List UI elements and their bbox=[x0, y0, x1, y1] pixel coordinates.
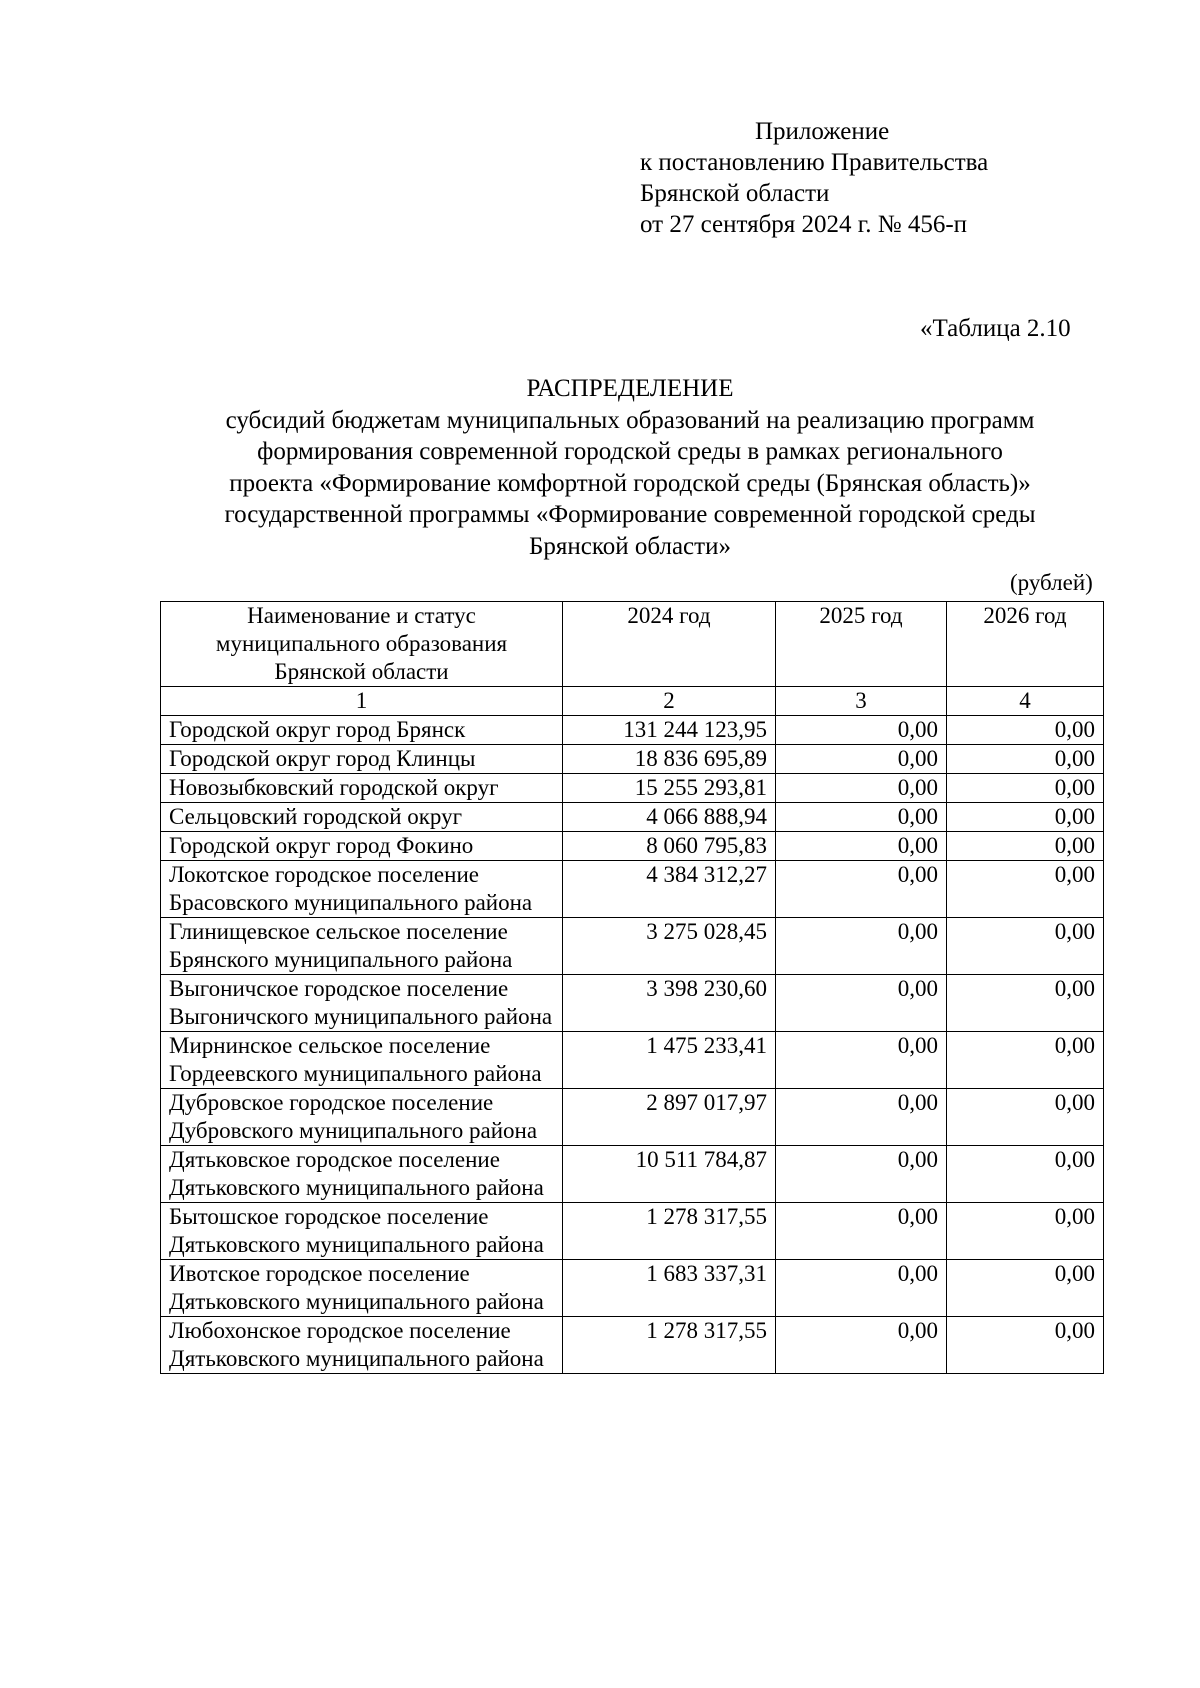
amount-2025: 0,00 bbox=[776, 1203, 947, 1260]
amount-2026: 0,00 bbox=[947, 1032, 1104, 1089]
amount-2024: 1 278 317,55 bbox=[563, 1203, 776, 1260]
header-municipality: Наименование и статус муниципального образования Брянской области bbox=[161, 602, 563, 687]
municipality-name: Городской округ город Фокино bbox=[161, 832, 563, 861]
table-row bbox=[161, 1032, 1104, 1089]
title-heading: РАСПРЕДЕЛЕНИЕ bbox=[526, 375, 734, 402]
annex-line-date-number: от 27 сентября 2024 г. № 456-п bbox=[640, 211, 968, 238]
column-number-row bbox=[161, 687, 1104, 716]
document-title bbox=[100, 373, 1160, 562]
amount-2024: 18 836 695,89 bbox=[563, 745, 776, 774]
amount-2025: 0,00 bbox=[776, 1032, 947, 1089]
amount-2025: 0,00 bbox=[776, 1260, 947, 1317]
table-row bbox=[161, 1260, 1104, 1317]
table-row bbox=[161, 975, 1104, 1032]
amount-2026: 0,00 bbox=[947, 832, 1104, 861]
table-row bbox=[161, 716, 1104, 745]
amount-2025: 0,00 bbox=[776, 861, 947, 918]
municipality-name: Ивотское городское поселение Дятьковского муниципального района bbox=[161, 1260, 563, 1317]
units-note: (рублей) bbox=[1010, 570, 1093, 595]
annex-line-resolution: к постановлению Правительства bbox=[640, 149, 989, 176]
amount-2024: 10 511 784,87 bbox=[563, 1146, 776, 1203]
title-line-3: проекта «Формирование комфортной городской среды (Брянская область)» bbox=[229, 469, 1031, 497]
amount-2026: 0,00 bbox=[947, 1203, 1104, 1260]
table-header-row bbox=[161, 602, 1104, 687]
amount-2025: 0,00 bbox=[776, 803, 947, 832]
title-line-4: государственной программы «Формирование современной городской среды bbox=[224, 501, 1036, 528]
amount-2024: 1 475 233,41 bbox=[563, 1032, 776, 1089]
amount-2025: 0,00 bbox=[776, 1317, 947, 1374]
column-number: 2 bbox=[563, 687, 776, 716]
municipality-name: Любохонское городское поселение Дятьковского муниципального района bbox=[161, 1317, 563, 1374]
amount-2024: 131 244 123,95 bbox=[563, 716, 776, 745]
amount-2024: 4 384 312,27 bbox=[563, 861, 776, 918]
amount-2025: 0,00 bbox=[776, 745, 947, 774]
table-row bbox=[161, 745, 1104, 774]
header-2025: 2025 год bbox=[776, 602, 947, 687]
annex-line-region: Брянской области bbox=[640, 180, 830, 207]
amount-2024: 1 683 337,31 bbox=[563, 1260, 776, 1317]
amount-2025: 0,00 bbox=[776, 1146, 947, 1203]
header-2024: 2024 год bbox=[563, 602, 776, 687]
table-row bbox=[161, 1089, 1104, 1146]
municipality-name: Городской округ город Клинцы bbox=[161, 745, 563, 774]
municipality-name: Локотское городское поселение Брасовского муниципального района bbox=[161, 861, 563, 918]
amount-2024: 4 066 888,94 bbox=[563, 803, 776, 832]
table-row bbox=[161, 774, 1104, 803]
amount-2026: 0,00 bbox=[947, 1260, 1104, 1317]
amount-2025: 0,00 bbox=[776, 1089, 947, 1146]
amount-2025: 0,00 bbox=[776, 832, 947, 861]
amount-2024: 3 275 028,45 bbox=[563, 918, 776, 975]
amount-2025: 0,00 bbox=[776, 774, 947, 803]
table-body bbox=[161, 716, 1104, 1374]
column-number: 4 bbox=[947, 687, 1104, 716]
amount-2024: 1 278 317,55 bbox=[563, 1317, 776, 1374]
amount-2026: 0,00 bbox=[947, 774, 1104, 803]
annex-line-appendix: Приложение bbox=[755, 118, 890, 145]
table-row bbox=[161, 1317, 1104, 1374]
column-number: 3 bbox=[776, 687, 947, 716]
amount-2025: 0,00 bbox=[776, 918, 947, 975]
amount-2024: 2 897 017,97 bbox=[563, 1089, 776, 1146]
amount-2024: 8 060 795,83 bbox=[563, 832, 776, 861]
table-row bbox=[161, 1146, 1104, 1203]
title-line-2: формирования современной городской среды в рамках регионального bbox=[257, 438, 1003, 465]
table-label: «Таблица 2.10 bbox=[920, 315, 1071, 342]
amount-2026: 0,00 bbox=[947, 803, 1104, 832]
column-number: 1 bbox=[161, 687, 563, 716]
table-row bbox=[161, 1203, 1104, 1260]
municipality-name: Глинищевское сельское поселение Брянского муниципального района bbox=[161, 918, 563, 975]
amount-2025: 0,00 bbox=[776, 716, 947, 745]
title-line-5: Брянской области» bbox=[529, 532, 731, 560]
amount-2024: 3 398 230,60 bbox=[563, 975, 776, 1032]
amount-2026: 0,00 bbox=[947, 716, 1104, 745]
municipality-name: Сельцовский городской округ bbox=[161, 803, 563, 832]
table-row bbox=[161, 918, 1104, 975]
municipality-name: Бытошское городское поселение Дятьковского муниципального района bbox=[161, 1203, 563, 1260]
distribution-table bbox=[160, 601, 1104, 1374]
municipality-name: Выгоничское городское поселение Выгоничского муниципального района bbox=[161, 975, 563, 1032]
amount-2025: 0,00 bbox=[776, 975, 947, 1032]
amount-2026: 0,00 bbox=[947, 1317, 1104, 1374]
amount-2026: 0,00 bbox=[947, 861, 1104, 918]
table-row bbox=[161, 832, 1104, 861]
municipality-name: Новозыбковский городской округ bbox=[161, 774, 563, 803]
amount-2026: 0,00 bbox=[947, 1146, 1104, 1203]
municipality-name: Дятьковское городское поселение Дятьковского муниципального района bbox=[161, 1146, 563, 1203]
amount-2026: 0,00 bbox=[947, 918, 1104, 975]
municipality-name: Городской округ город Брянск bbox=[161, 716, 563, 745]
amount-2026: 0,00 bbox=[947, 975, 1104, 1032]
table-row bbox=[161, 861, 1104, 918]
title-line-1: субсидий бюджетам муниципальных образований на реализацию программ bbox=[225, 406, 1035, 434]
table-row bbox=[161, 803, 1104, 832]
amount-2024: 15 255 293,81 bbox=[563, 774, 776, 803]
amount-2026: 0,00 bbox=[947, 1089, 1104, 1146]
municipality-name: Мирнинское сельское поселение Гордеевского муниципального района bbox=[161, 1032, 563, 1089]
annex-block bbox=[640, 116, 1110, 240]
municipality-name: Дубровское городское поселение Дубровского муниципального района bbox=[161, 1089, 563, 1146]
amount-2026: 0,00 bbox=[947, 745, 1104, 774]
header-2026: 2026 год bbox=[947, 602, 1104, 687]
